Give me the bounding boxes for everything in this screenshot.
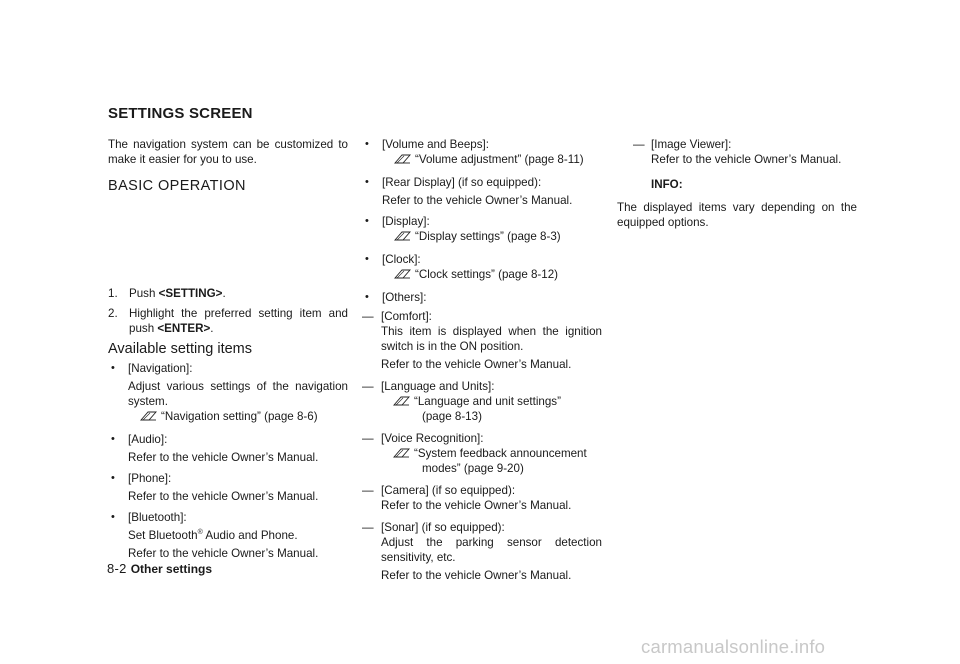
- step-2: 2. Highlight the preferred setting item and push <ENTER>.: [108, 307, 348, 335]
- item-text: Refer to the vehicle Owner’s Manual.: [128, 547, 319, 560]
- cross-reference: “Display settings” (page 8-3): [382, 229, 602, 246]
- dash-marker: —: [362, 380, 374, 393]
- list-item-bluetooth: [108, 510, 348, 561]
- sub-item-sonar: [362, 520, 602, 583]
- item-label: [Comfort]:: [381, 310, 432, 323]
- item-label: [Others]:: [382, 291, 427, 304]
- bullet: •: [111, 472, 115, 484]
- dash-marker: —: [633, 138, 645, 151]
- list-item-rear-display: [362, 175, 602, 208]
- item-label: [Bluetooth]:: [128, 511, 187, 524]
- column-2: [362, 137, 602, 583]
- book-reference-icon: [394, 268, 415, 284]
- setting-key: <SETTING>: [158, 287, 223, 300]
- book-reference-icon: [393, 395, 414, 411]
- column-3: [617, 137, 857, 230]
- book-reference-icon: [394, 153, 415, 169]
- item-label: [Navigation]:: [128, 362, 193, 375]
- page-footer: [107, 561, 212, 576]
- item-label: [Volume and Beeps]:: [382, 138, 489, 151]
- item-label: [Clock]:: [382, 253, 421, 266]
- list-item-navigation: [108, 361, 348, 426]
- dash-marker: —: [362, 310, 374, 323]
- cross-reference: “System feedback announcement modes” (page 9-20): [381, 446, 602, 476]
- bullet: •: [111, 362, 115, 374]
- item-label: [Image Viewer]:: [651, 138, 732, 151]
- others-sublist: [362, 309, 602, 583]
- item-text: Refer to the vehicle Owner’s Manual.: [381, 499, 572, 512]
- step-number: 1.: [108, 287, 118, 300]
- bullet: •: [365, 291, 369, 303]
- item-label: [Phone]:: [128, 472, 172, 485]
- book-reference-icon: [393, 447, 414, 463]
- step-number: 2.: [108, 307, 118, 320]
- list-item-audio: [108, 432, 348, 465]
- bullet: •: [365, 253, 369, 265]
- book-reference-icon: [140, 410, 161, 426]
- list-item-phone: [108, 471, 348, 504]
- item-label: [Language and Units]:: [381, 380, 495, 393]
- watermark: carmanualsonline.info: [641, 636, 826, 657]
- available-items-heading: Available setting items: [108, 341, 253, 357]
- item-text: This item is displayed when the ignition switch is in the ON position.: [381, 325, 602, 353]
- column-1: [108, 137, 348, 561]
- available-items-list: [108, 361, 348, 561]
- item-text: Adjust the parking sensor detection sensitivity, etc.: [381, 536, 602, 564]
- item-text: Refer to the vehicle Owner’s Manual.: [381, 358, 572, 371]
- book-reference-icon: [394, 230, 415, 246]
- item-text: Refer to the vehicle Owner’s Manual.: [128, 451, 319, 464]
- list-item-others: [362, 290, 602, 305]
- item-text: Refer to the vehicle Owner’s Manual.: [381, 569, 572, 582]
- item-text: Refer to the vehicle Owner’s Manual.: [382, 194, 573, 207]
- sub-item-image-viewer: [617, 137, 857, 167]
- item-text: Refer to the vehicle Owner’s Manual.: [651, 153, 842, 166]
- item-label: [Display]:: [382, 215, 430, 228]
- registered-mark: ®: [197, 529, 203, 537]
- info-label: INFO:: [651, 178, 683, 191]
- bullet: •: [365, 138, 369, 150]
- section-name: Other settings: [130, 562, 213, 576]
- list-item-volume: [362, 137, 602, 169]
- cross-reference: “Language and unit settings” (page 8-13): [381, 394, 602, 424]
- bullet: •: [111, 433, 115, 445]
- intro-paragraph: The navigation system can be customized to make it easier for you to use.: [108, 138, 348, 166]
- info-text: The displayed items vary depending on the equipped options.: [617, 201, 857, 229]
- sub-item-comfort: [362, 309, 602, 372]
- cross-reference: “Navigation setting” (page 8-6): [128, 409, 348, 426]
- bullet: •: [111, 511, 115, 523]
- sub-item-voice-recognition: [362, 431, 602, 476]
- item-label: [Sonar] (if so equipped):: [381, 521, 505, 534]
- dash-marker: —: [362, 484, 374, 497]
- item-text: Refer to the vehicle Owner’s Manual.: [128, 490, 319, 503]
- bullet: •: [365, 176, 369, 188]
- step-1: 1. Push <SETTING>.: [108, 287, 226, 300]
- page-title: SETTINGS SCREEN: [108, 105, 253, 122]
- cross-reference: “Volume adjustment” (page 8-11): [382, 152, 602, 169]
- item-text: Set Bluetooth® Audio and Phone.: [128, 529, 298, 542]
- sub-item-camera: [362, 483, 602, 513]
- item-label: [Audio]:: [128, 433, 168, 446]
- list-item-clock: [362, 252, 602, 284]
- steps-list: [108, 286, 348, 336]
- dash-marker: —: [362, 432, 374, 445]
- basic-operation-heading: BASIC OPERATION: [108, 178, 246, 194]
- sub-item-language-units: [362, 379, 602, 424]
- dash-marker: —: [362, 521, 374, 534]
- item-label: [Rear Display] (if so equipped):: [382, 176, 542, 189]
- item-label: [Camera] (if so equipped):: [381, 484, 516, 497]
- page-number: 8-2: [107, 561, 127, 576]
- item-text: Adjust various settings of the navigation system.: [128, 380, 348, 408]
- cross-reference: “Clock settings” (page 8-12): [382, 267, 602, 284]
- item-label: [Voice Recognition]:: [381, 432, 484, 445]
- bullet: •: [365, 215, 369, 227]
- list-item-display: [362, 214, 602, 246]
- enter-key: <ENTER>: [157, 322, 211, 335]
